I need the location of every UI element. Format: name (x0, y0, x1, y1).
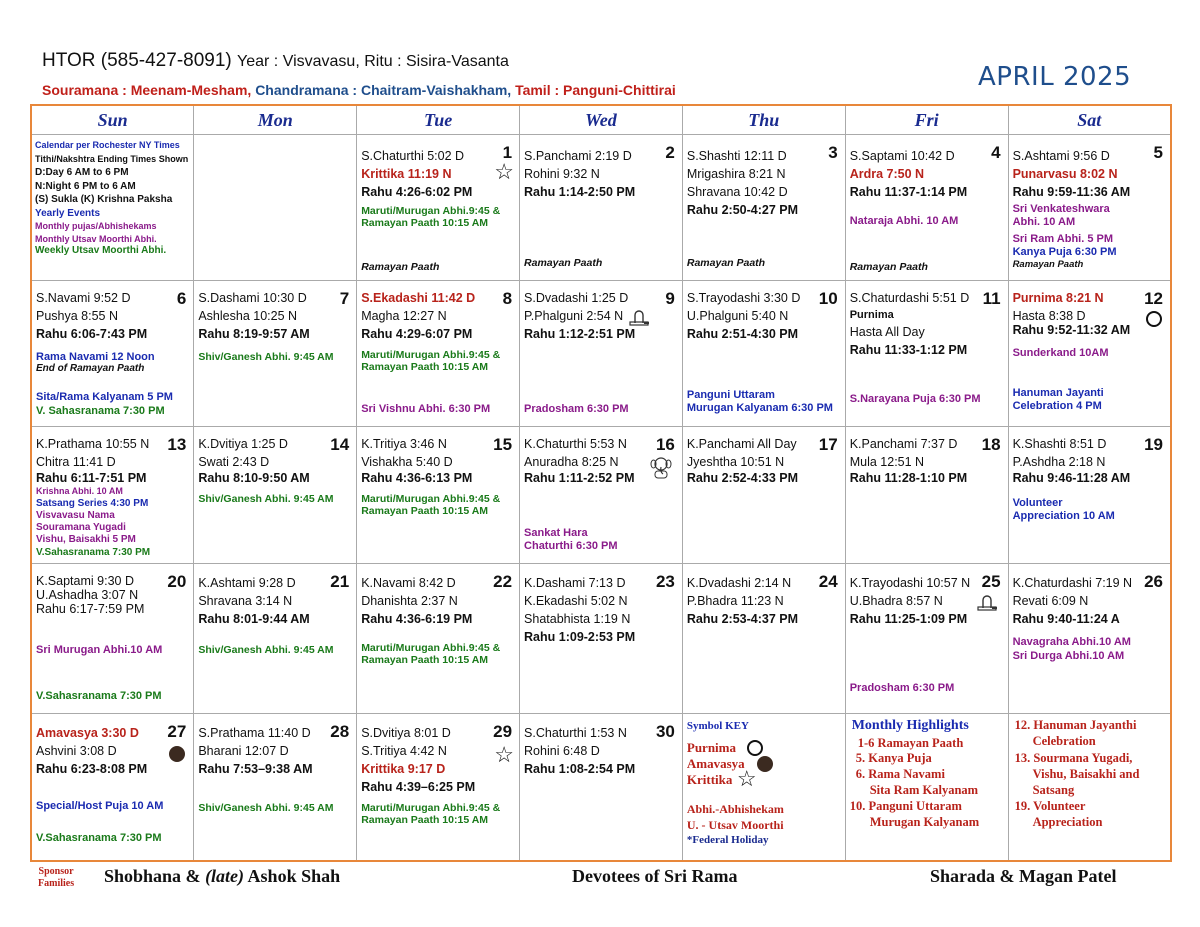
day-cell-6[interactable] (31, 281, 194, 427)
event: Visvavasu Nama (36, 510, 115, 521)
day-cell-28[interactable] (194, 714, 357, 862)
day-cell-15[interactable] (357, 427, 520, 564)
day-number: 11 (982, 289, 1001, 308)
rahu-time: Rahu 1:12-2:51 PM (524, 327, 636, 341)
event: Maruti/Murugan Abhi.9:45 & (361, 493, 501, 505)
event: Ramayan Paath 10:15 AM (361, 361, 489, 373)
event: Chaturthi 6:30 PM (524, 540, 618, 552)
nakshatra: Krittika 11:19 N (361, 167, 452, 181)
purnima-icon (747, 740, 763, 756)
event: Special/Host Puja 10 AM (36, 800, 164, 812)
day-cell-20[interactable] (31, 564, 194, 714)
event: Vishu, Baisakhi 5 PM (36, 534, 136, 545)
tithi: K.Chaturthi 5:53 N (524, 437, 627, 451)
shivling-icon (628, 309, 650, 332)
event: Sri Venkateshwara (1012, 203, 1110, 215)
highlight-item: Satsang (1032, 783, 1075, 797)
tithi: S.Saptami 10:42 D (849, 149, 955, 163)
tithi: S.Dvitiya 8:01 D (361, 726, 451, 740)
tithi: K.Panchami All Day (686, 437, 797, 451)
day-header-wed: Wed (520, 105, 683, 135)
day-number: 17 (818, 435, 838, 454)
weekday-header (31, 105, 1171, 135)
rahu-time: Rahu 4:36-6:13 PM (361, 471, 473, 485)
day-number: 14 (330, 435, 350, 454)
event: S.Narayana Puja 6:30 PM (849, 393, 981, 405)
day-cell-27[interactable] (31, 714, 194, 862)
event: Ramayan Paath 10:15 AM (361, 814, 489, 826)
day-cell-18[interactable] (845, 427, 1008, 564)
rahu-time: Rahu 11:37-1:14 PM (849, 185, 968, 199)
day-cell-22[interactable] (357, 564, 520, 714)
highlight-item: Appreciation (1032, 815, 1103, 829)
highlight-item: Sita Ram Kalyanam (869, 783, 979, 797)
nakshatra: Hasta All Day (849, 325, 925, 339)
event: Shiv/Ganesh Abhi. 9:45 AM (198, 351, 334, 363)
day-cell-19[interactable] (1008, 427, 1171, 564)
day-cell-5[interactable] (1008, 135, 1171, 281)
day-cell-4[interactable] (845, 135, 1008, 281)
tithi: K.Dvitiya 1:25 D (198, 437, 288, 451)
event: V.Sahasranama 7:30 PM (36, 690, 162, 702)
event: Ramayan Paath (1012, 259, 1084, 270)
rahu-time: Rahu 7:53–9:38 AM (198, 762, 313, 776)
amavasya-icon (757, 756, 773, 772)
event: Maruti/Murugan Abhi.9:45 & (361, 802, 501, 814)
event: Krishna Abhi. 10 AM (36, 486, 123, 496)
day-cell-25[interactable] (845, 564, 1008, 714)
rahu-time: Rahu 4:39–6:25 PM (361, 780, 476, 794)
year-ritu: Year : Visvavasu, Ritu : Sisira-Vasanta (237, 53, 509, 70)
header-title (42, 50, 509, 72)
nakshatra: P.Ashdha 2:18 N (1012, 455, 1106, 469)
day-cell-3[interactable] (682, 135, 845, 281)
event: Ramayan Paath (849, 261, 928, 273)
legend-line: Yearly Events (35, 207, 101, 219)
highlights-title: Monthly Highlights (851, 718, 969, 733)
event: Shiv/Ganesh Abhi. 9:45 AM (198, 644, 334, 656)
day-number: 8 (502, 289, 513, 308)
rahu-time: Rahu 11:25-1:09 PM (849, 612, 968, 626)
event: Panguni Uttaram (686, 389, 775, 401)
day-number: 16 (655, 435, 675, 454)
tithi: S.Ashtami 9:56 D (1012, 149, 1110, 163)
rahu-time: Rahu 1:09-2:53 PM (524, 630, 636, 644)
event: Maruti/Murugan Abhi.9:45 & (361, 205, 501, 217)
tithi: K.Ekadashi 5:02 N (524, 594, 628, 608)
tithi: Amavasya 3:30 D (36, 726, 139, 740)
day-cell-26[interactable] (1008, 564, 1171, 714)
tithi: K.Chaturdashi 7:19 N (1012, 576, 1133, 590)
legend-line: Monthly pujas/Abhishekams (35, 221, 157, 231)
day-number: 12 (1144, 289, 1163, 308)
day-number: 30 (655, 722, 675, 741)
sponsor-line: Sponsor (38, 866, 74, 877)
nakshatra: Magha 12:27 N (361, 309, 447, 323)
tithi: S.Chaturthi 1:53 N (524, 726, 627, 740)
nakshatra: Shatabhista 1:19 N (524, 612, 631, 626)
nakshatra: Ashvini 3:08 D (36, 744, 117, 758)
nakshatra: Krittika 9:17 D (361, 762, 446, 776)
nakshatra: Dhanishta 2:37 N (361, 594, 458, 608)
day-number: 28 (330, 722, 350, 741)
rahu-time: Rahu 8:01-9:44 AM (198, 612, 310, 626)
event: V. Sahasranama 7:30 PM (36, 405, 165, 417)
day-cell-8[interactable] (357, 281, 520, 427)
nakshatra: Ardra 7:50 N (849, 167, 925, 181)
highlight-item: 5. Kanya Puja (855, 751, 932, 765)
day-cell-16[interactable] (520, 427, 683, 564)
star-icon: ☆ (494, 742, 515, 767)
nakshatra: Rohini 9:32 N (524, 167, 600, 181)
day-number: 27 (167, 722, 187, 741)
event: Sri Murugan Abhi.10 AM (36, 644, 163, 656)
day-number: 2 (665, 143, 675, 162)
event: Shiv/Ganesh Abhi. 9:45 AM (198, 493, 334, 505)
header-subtitle (42, 82, 676, 98)
highlights-cell-2 (1008, 714, 1171, 862)
day-header-sat: Sat (1008, 105, 1171, 135)
legend-line: Monthly Utsav Moorthi Abhi. (35, 233, 157, 244)
symbol-key-abhi: Abhi.-Abhishekam (686, 802, 784, 816)
event: V.Sahasranama 7:30 PM (36, 832, 162, 844)
legend-line: (S) Sukla (K) Krishna Paksha (35, 194, 173, 205)
day-header-mon: Mon (194, 105, 357, 135)
day-cell-12[interactable] (1008, 281, 1171, 427)
day-number: 10 (818, 289, 838, 308)
day-number: 29 (493, 722, 513, 741)
tithi: S.Trayodashi 3:30 D (686, 291, 801, 305)
souramana-label: Souramana : Meenam-Mesham, (42, 82, 252, 98)
day-number: 25 (981, 572, 1001, 591)
rahu-time: Rahu 4:36-6:19 PM (361, 612, 473, 626)
event: Ramayan Paath (524, 257, 603, 269)
rahu-time: Rahu 1:08-2:54 PM (524, 762, 636, 776)
nakshatra: Purnima (849, 309, 894, 321)
tithi: S.Tritiya 4:42 N (361, 744, 447, 758)
nakshatra: Mula 12:51 N (849, 455, 925, 469)
nakshatra: Rohini 6:48 D (524, 744, 600, 758)
tithi: S.Dashami 10:30 D (198, 291, 307, 305)
event: Celebration 4 PM (1012, 400, 1102, 412)
tithi: S.Prathama 11:40 D (198, 726, 311, 740)
day-number: 9 (665, 289, 675, 308)
calendar-legend (35, 139, 188, 257)
rahu-time: Rahu 4:26-6:02 PM (361, 185, 473, 199)
rahu-time: Rahu 11:28-1:10 PM (849, 471, 968, 485)
day-number: 13 (167, 435, 187, 454)
symbol-key-utsav: U. - Utsav Moorthi (686, 818, 784, 832)
event: Shiv/Ganesh Abhi. 9:45 AM (198, 802, 334, 814)
rahu-time: Rahu 9:46-11:28 AM (1012, 471, 1131, 485)
event: Appreciation 10 AM (1012, 510, 1115, 522)
symbol-key-cell (682, 714, 845, 862)
day-cell-11[interactable] (845, 281, 1008, 427)
tithi: K.Saptami 9:30 D (36, 574, 134, 588)
sponsor-center: Devotees of Sri Rama (572, 866, 738, 886)
event: Sita/Rama Kalyanam 5 PM (36, 391, 173, 403)
event: Volunteer (1012, 497, 1063, 509)
highlight-item: 12. Hanuman Jayanthi (1014, 718, 1137, 732)
rahu-time: Rahu 6:23-8:08 PM (36, 762, 148, 776)
nakshatra: Pushya 8:55 N (36, 309, 118, 323)
symbol-key-federal: *Federal Holiday (686, 834, 769, 846)
rahu-time: Rahu 6:06-7:43 PM (36, 327, 148, 341)
event: Satsang Series 4:30 PM (36, 498, 149, 509)
day-number: 20 (167, 572, 187, 591)
event: Sri Ram Abhi. 5 PM (1012, 233, 1114, 245)
amavasya-icon (169, 746, 185, 762)
sponsor-label (38, 866, 74, 890)
tithi: K.Tritiya 3:46 N (361, 437, 447, 451)
day-number: 4 (991, 143, 1001, 162)
sponsor-line: Families (38, 878, 75, 889)
nakshatra: P.Phalguni 2:54 N (524, 309, 624, 323)
event: Kanya Puja 6:30 PM (1012, 246, 1117, 258)
symbol-key-amavasya: Amavasya (686, 756, 745, 771)
day-cell-empty (194, 135, 357, 281)
highlights-cell (845, 714, 1008, 862)
day-number: 22 (493, 572, 513, 591)
day-number: 6 (176, 289, 187, 308)
org-name: HTOR (585-427-8091) (42, 50, 232, 71)
day-cell-23[interactable] (520, 564, 683, 714)
tithi: S.Shashti 12:11 D (686, 149, 787, 163)
day-cell-10[interactable] (682, 281, 845, 427)
legend-line: D:Day 6 AM to 6 PM (35, 167, 129, 178)
rahu-time: Rahu 6:11-7:51 PM (36, 471, 147, 485)
event: Navagraha Abhi.10 AM (1012, 636, 1131, 648)
event: Ramayan Paath 10:15 AM (361, 505, 489, 517)
rahu-time: Rahu 9:59-11:36 AM (1012, 185, 1131, 199)
day-number: 5 (1153, 143, 1163, 162)
highlight-item: Vishu, Baisakhi and (1032, 767, 1140, 781)
symbol-key-title: Symbol KEY (686, 720, 749, 732)
tithi: K.Navami 8:42 D (361, 576, 456, 590)
day-header-tue: Tue (357, 105, 520, 135)
rahu-time: Rahu 11:33-1:12 PM (849, 343, 968, 357)
nakshatra: U.Phalguni 5:40 N (686, 309, 789, 323)
tithi: Purnima 8:21 N (1012, 291, 1104, 305)
event: Souramana Yugadi (36, 522, 126, 533)
tithi: K.Panchami 7:37 D (849, 437, 958, 451)
ganesha-icon (650, 455, 672, 484)
day-number: 18 (981, 435, 1001, 454)
day-header-fri: Fri (845, 105, 1008, 135)
tithi: S.Navami 9:52 D (36, 291, 131, 305)
nakshatra: Bharani 12:07 D (198, 744, 289, 758)
month-title: APRIL 2025 (978, 62, 1132, 92)
event: Ramayan Paath (686, 257, 766, 269)
rahu-time: Rahu 8:19-9:57 AM (198, 327, 310, 341)
day-number: 23 (655, 572, 675, 591)
event: End of Ramayan Paath (36, 363, 145, 374)
day-number: 1 (502, 143, 513, 162)
chandramana-label: Chandramana : Chaitram-Vaishakham, (255, 82, 512, 98)
rahu-time: Rahu 2:50-4:27 PM (686, 203, 799, 217)
rahu-time: Rahu 9:52-11:32 AM (1012, 323, 1131, 337)
legend-line: N:Night 6 PM to 6 AM (35, 180, 136, 192)
sponsor-left (104, 866, 340, 887)
legend-line: Weekly Utsav Moorthi Abhi. (35, 244, 167, 256)
sponsor-name: Shobhana & (104, 866, 206, 886)
event: Hanuman Jayanti (1012, 387, 1104, 399)
day-cell-29[interactable] (357, 714, 520, 862)
tithi: S.Chaturthi 5:02 D (361, 149, 465, 163)
sponsor-name: Ashok Shah (244, 866, 341, 886)
nakshatra: Ashlesha 10:25 N (198, 309, 298, 323)
federal-holiday-label: Federal Holiday (692, 834, 769, 846)
nakshatra: Chitra 11:41 D (36, 455, 116, 469)
day-cell-24[interactable] (682, 564, 845, 714)
highlight-item: 6. Rama Navami (855, 767, 945, 781)
rahu-time: Rahu 1:14-2:50 PM (524, 185, 636, 199)
day-number: 26 (1144, 572, 1163, 591)
day-cell-21[interactable] (194, 564, 357, 714)
day-cell-30[interactable] (520, 714, 683, 862)
event: Sri Durga Abhi.10 AM (1012, 650, 1125, 662)
event: Pradosham 6:30 PM (524, 403, 629, 415)
day-cell-14[interactable] (194, 427, 357, 564)
event: Ramayan Paath 10:15 AM (361, 654, 489, 666)
tithi: S.Ekadashi 11:42 D (361, 291, 476, 305)
event: Maruti/Murugan Abhi.9:45 & (361, 642, 501, 654)
highlight-item: 13. Sourmana Yugadi, (1014, 751, 1133, 765)
event: Sunderkand 10AM (1012, 347, 1109, 359)
nakshatra: Jyeshtha 10:51 N (686, 455, 785, 469)
tithi: K.Prathama 10:55 N (36, 437, 150, 451)
event: V.Sahasranama 7:30 PM (36, 547, 151, 558)
day-cell-9[interactable] (520, 281, 683, 427)
tithi: S.Chaturdashi 5:51 D (849, 291, 970, 305)
star-icon: ☆ (494, 159, 515, 184)
nakshatra: Hasta 8:38 D (1012, 309, 1086, 323)
tithi: S.Panchami 2:19 D (524, 149, 632, 163)
legend-cell (31, 135, 194, 281)
rahu-time: Rahu 9:40-11:24 A (1012, 612, 1120, 626)
event: Maruti/Murugan Abhi.9:45 & (361, 349, 501, 361)
rahu-time: Rahu 2:52-4:33 PM (686, 471, 799, 485)
rahu-time: Rahu 1:11-2:52 PM (524, 471, 635, 485)
day-number: 21 (330, 572, 350, 591)
tithi: S.Dvadashi 1:25 D (524, 291, 629, 305)
legend-line: Calendar per Rochester NY Times (35, 140, 180, 150)
nakshatra: U.Ashadha 3:07 N (36, 588, 139, 602)
rahu-time: Rahu 2:53-4:37 PM (686, 612, 799, 626)
highlight-item: Celebration (1032, 734, 1096, 748)
day-header-sun: Sun (31, 105, 194, 135)
sponsor-name-note: (late) (205, 866, 245, 886)
day-number: 19 (1144, 435, 1163, 454)
tithi: K.Shashti 8:51 D (1012, 437, 1107, 451)
rahu-time: Rahu 6:17-7:59 PM (36, 602, 145, 616)
day-cell-13[interactable] (31, 427, 194, 564)
day-number: 15 (493, 435, 513, 454)
highlight-item: Murugan Kalyanam (869, 815, 980, 829)
nakshatra: Mrigashira 8:21 N (686, 167, 786, 181)
calendar-grid (30, 104, 1172, 862)
rahu-time: Rahu 2:51-4:30 PM (686, 327, 799, 341)
rahu-time: Rahu 4:29-6:07 PM (361, 327, 473, 341)
day-number: 24 (818, 572, 838, 591)
purnima-icon (1146, 311, 1162, 327)
nakshatra: Anuradha 8:25 N (524, 455, 619, 469)
day-cell-17[interactable] (682, 427, 845, 564)
tamil-label: Tamil : Panguni-Chittirai (515, 82, 676, 98)
symbol-key-purnima: Purnima (686, 740, 736, 755)
day-cell-1[interactable] (357, 135, 520, 281)
highlight-item: 1-6 Ramayan Paath (857, 736, 964, 750)
star-icon: ☆ (736, 766, 757, 791)
nakshatra: Shravana 3:14 N (198, 594, 293, 608)
symbol-key-krittika: Krittika (686, 772, 733, 787)
event: Nataraja Abhi. 10 AM (849, 215, 959, 227)
event: Abhi. 10 AM (1012, 216, 1076, 228)
event: Rama Navami 12 Noon (36, 351, 155, 363)
day-number: 3 (828, 143, 838, 162)
legend-line: Tithi/Nakshtra Ending Times Shown (35, 153, 189, 164)
nakshatra: Revati 6:09 N (1012, 594, 1089, 608)
tithi: K.Ashtami 9:28 D (198, 576, 296, 590)
nakshatra: P.Bhadra 11:23 N (686, 594, 784, 608)
event: Ramayan Paath 10:15 AM (361, 217, 489, 229)
nakshatra: Swati 2:43 D (198, 455, 270, 469)
day-cell-7[interactable] (194, 281, 357, 427)
event: Murugan Kalyanam 6:30 PM (686, 402, 833, 414)
nakshatra: Vishakha 5:40 D (361, 455, 453, 469)
nakshatra: Shravana 10:42 D (686, 185, 788, 199)
rahu-time: Rahu 8:10-9:50 AM (198, 471, 310, 485)
day-cell-2[interactable] (520, 135, 683, 281)
day-header-thu: Thu (682, 105, 845, 135)
tithi: K.Dvadashi 2:14 N (686, 576, 792, 590)
tithi: K.Dashami 7:13 D (524, 576, 626, 590)
day-number: 7 (339, 289, 350, 308)
event: Sri Vishnu Abhi. 6:30 PM (361, 403, 491, 415)
highlight-item: 10. Panguni Uttaram (849, 799, 962, 813)
event: Sankat Hara (524, 527, 588, 539)
sponsor-right: Sharada & Magan Patel (930, 866, 1117, 886)
event: Pradosham 6:30 PM (849, 682, 955, 694)
nakshatra: Punarvasu 8:02 N (1012, 167, 1118, 181)
tithi: K.Trayodashi 10:57 N (849, 576, 971, 590)
shivling-icon (976, 594, 998, 617)
highlight-item: 19. Volunteer (1014, 799, 1086, 813)
event: Ramayan Paath (361, 261, 440, 273)
nakshatra: U.Bhadra 8:57 N (849, 594, 943, 608)
